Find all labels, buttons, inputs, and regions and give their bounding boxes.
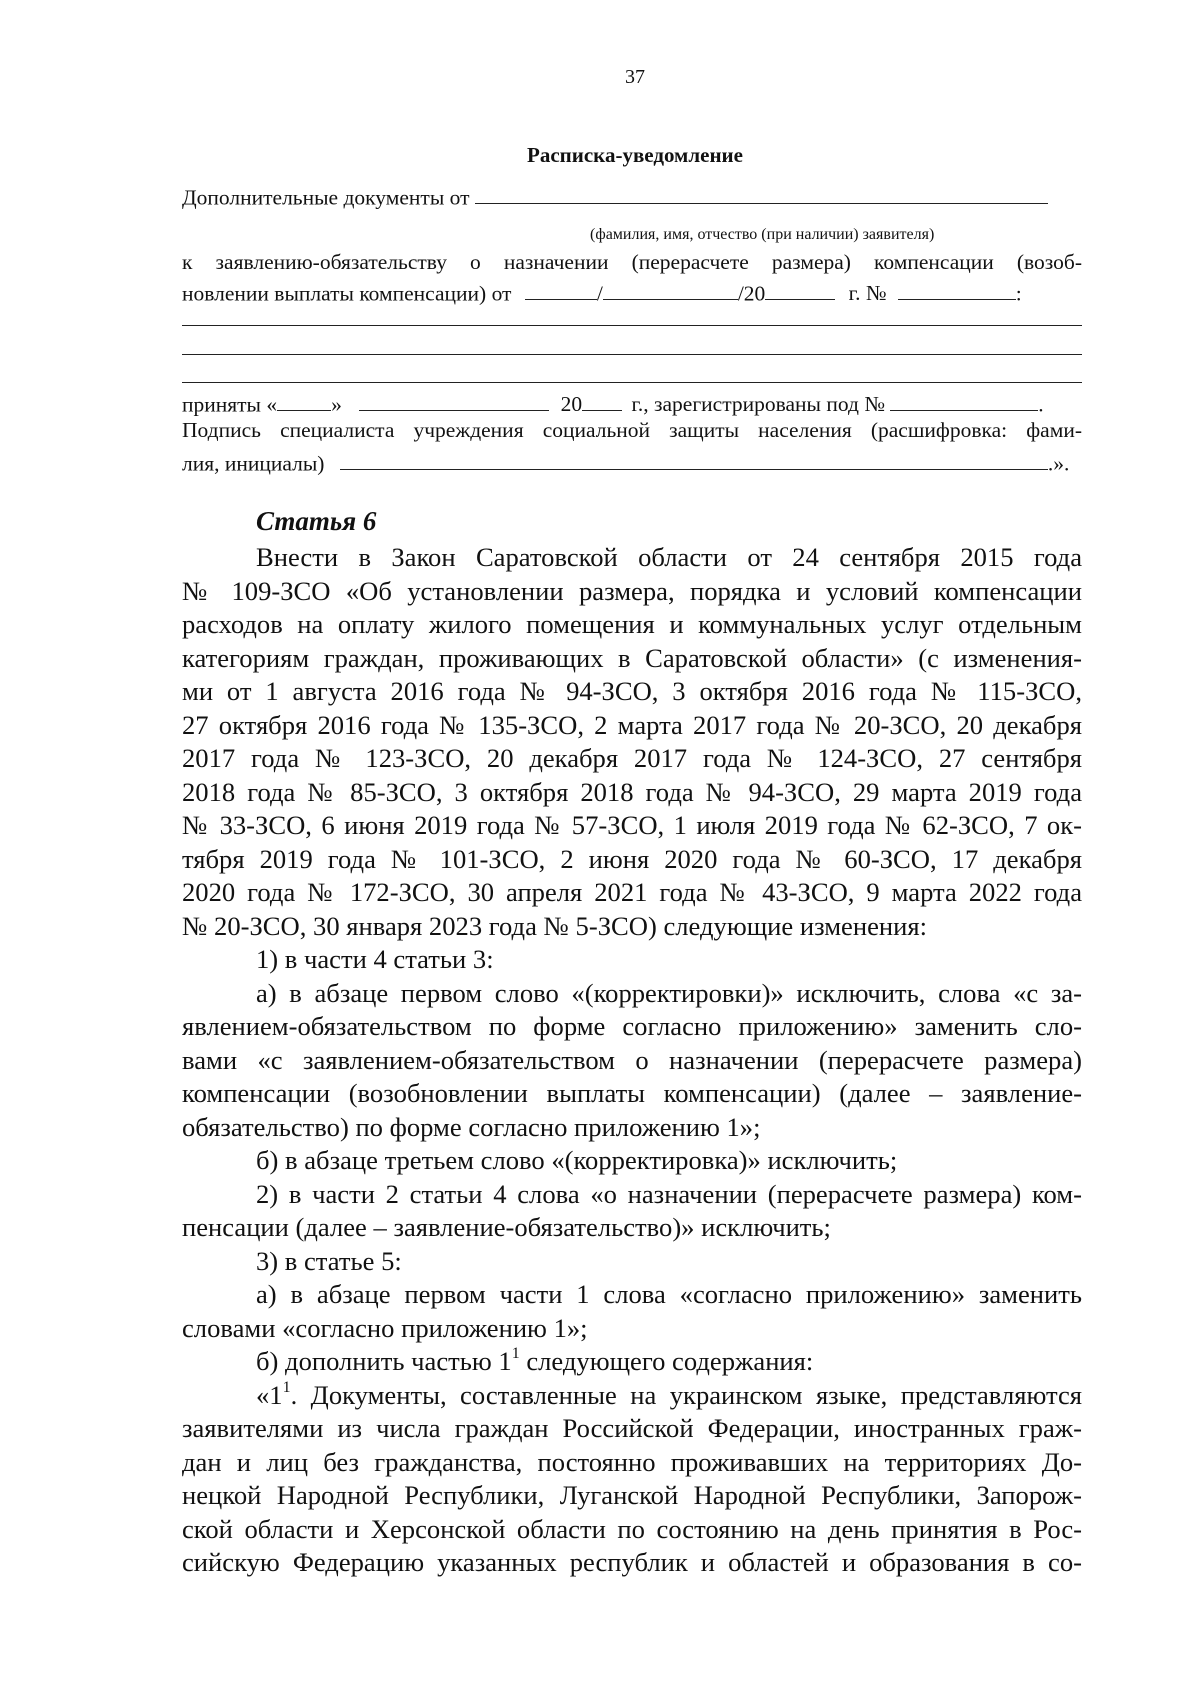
article-line: № 33-ЗСО, 6 июня 2019 года № 57-ЗСО, 1 июля 2019 года № 62-ЗСО, 7 ок- — [182, 810, 1082, 840]
article-line: 2) в части 2 статьи 4 слова «о назначении (перерасчете размера) ком- — [256, 1178, 1082, 1209]
form-additional-docs-row — [182, 183, 1082, 210]
accepted-quote-close: » — [331, 392, 342, 417]
statement-line-1: к заявлению-обязательству о назначении (перерасчете размера) компенсации (возоб- — [182, 250, 1082, 274]
article-line: 2017 года № 123-ЗСО, 20 декабря 2017 года № 124-ЗСО, 27 сентября — [182, 743, 1082, 773]
line-26-suffix: . Документы, составленные на украинском языке, представляются — [290, 1379, 1082, 1410]
article-line: 2020 года № 172-ЗСО, 30 апреля 2021 года № 43-ЗСО, 9 марта 2022 года — [182, 877, 1082, 907]
article-line: дан и лиц без гражданства, постоянно проживавших на территориях До- — [182, 1446, 1082, 1477]
signature-line-1: Подпись специалиста учреждения социальной защиты населения (расшифровка: фами- — [182, 418, 1082, 442]
article-line: заявителями из числа граждан Российской Федерации, иностранных граж- — [182, 1413, 1082, 1443]
applicant-name-field[interactable] — [475, 183, 1048, 204]
superscript-one: 1 — [282, 1378, 291, 1396]
article-line: а) в абзаце первом части 1 слова «согласно приложению» заменить — [256, 1279, 1082, 1309]
accepted-year-field[interactable] — [582, 390, 622, 411]
line-25-suffix: следующего содержания: — [519, 1346, 814, 1376]
article-line: явлением-обязательством по форме согласно приложению» заменить сло- — [182, 1011, 1082, 1041]
article-line: тября 2019 года № 101-ЗСО, 2 июня 2020 года № 60-ЗСО, 17 декабря — [182, 843, 1082, 874]
article-line: пенсации (далее – заявление-обязательство)» исключить; — [182, 1212, 831, 1242]
article-line: компенсации (возобновлении выплаты компенсации) (далее – заявление- — [182, 1078, 1082, 1108]
number-field[interactable] — [898, 279, 1016, 300]
superscript-one: 1 — [511, 1345, 520, 1363]
date-slash: / — [596, 281, 603, 306]
signature-field[interactable] — [340, 449, 1048, 470]
article-line-with-sup — [182, 1379, 1082, 1413]
accepted-year-prefix: 20 — [560, 392, 583, 417]
accepted-month-field[interactable] — [359, 390, 549, 411]
article-line: сийскую Федерацию указанных республик и областей и образования в со- — [182, 1547, 1082, 1577]
article-line: словами «согласно приложению 1»; — [182, 1312, 588, 1343]
additional-docs-label: Дополнительные документы от — [182, 185, 470, 210]
article-heading: Статья 6 — [256, 506, 377, 536]
document-title: Расписка-уведомление — [527, 143, 743, 167]
article-line: нецкой Народной Республики, Луганской Народной Республики, Запорож- — [182, 1480, 1082, 1510]
article-line: ми от 1 августа 2016 года № 94-ЗСО, 3 октября 2016 года № 115-ЗСО, — [182, 676, 1082, 706]
blank-line-3[interactable] — [182, 382, 1082, 383]
article-line-with-sup — [182, 1345, 1082, 1379]
form-accepted-row — [182, 390, 1082, 417]
article-line: № 20-ЗСО, 30 января 2023 года № 5-ЗСО) следующие изменения: — [182, 910, 927, 941]
line-26-text: «1 — [256, 1379, 283, 1410]
article-line: 27 октября 2016 года № 135-ЗСО, 2 марта 2017 года № 20-ЗСО, 20 декабря — [182, 709, 1082, 740]
article-line: 3) в статье 5: — [256, 1245, 402, 1276]
blank-line-2[interactable] — [182, 354, 1082, 355]
article-line: а) в абзаце первом слово «(корректировки)» исключить, слова «с за- — [256, 977, 1082, 1008]
accepted-prefix: приняты « — [182, 392, 278, 417]
article-line: 1) в части 4 статьи 3: — [256, 944, 494, 974]
month-field[interactable] — [603, 279, 738, 300]
registered-number-field[interactable] — [890, 390, 1038, 411]
article-line: обязательство) по форме согласно приложению 1»; — [182, 1111, 761, 1142]
article-line: Внести в Закон Саратовской области от 24 сентября 2015 года — [256, 542, 1082, 572]
form-signature-row — [182, 449, 1082, 476]
article-line: б) в абзаце третьем слово «(корректировка)» исключить; — [256, 1145, 898, 1175]
article-line: расходов на оплату жилого помещения и коммунальных услуг отдельным — [182, 609, 1082, 639]
year-suffix: г. № — [848, 281, 887, 306]
accepted-day-field[interactable] — [277, 390, 331, 411]
blank-line-1[interactable] — [182, 325, 1082, 326]
signature-end: .». — [1047, 451, 1070, 476]
signature-line-2-prefix: лия, инициалы) — [182, 451, 325, 476]
form-date-row — [182, 279, 1082, 306]
applicant-caption: (фамилия, имя, отчество (при наличии) заявителя) — [590, 226, 935, 243]
registered-period: . — [1038, 392, 1044, 417]
line-25-text: б) дополнить частью 1 — [256, 1346, 512, 1376]
year-field[interactable] — [765, 279, 835, 300]
article-line: категориям граждан, проживающих в Саратовской области» (с изменения- — [182, 642, 1082, 673]
article-line: вами «с заявлением-обязательством о назначении (перерасчете размера) — [182, 1044, 1082, 1075]
statement-line-2-prefix: новлении выплаты компенсации) от — [182, 281, 512, 306]
article-line: № 109-ЗСО «Об установлении размера, порядка и условий компенсации — [182, 575, 1082, 606]
year-prefix: /20 — [737, 281, 766, 306]
article-line: ской области и Херсонской области по состоянию на день принятия в Рос- — [182, 1513, 1082, 1544]
day-field[interactable] — [525, 279, 597, 300]
colon: : — [1015, 281, 1022, 306]
page-number: 37 — [625, 66, 645, 88]
registered-text: г., зарегистрированы под № — [631, 392, 885, 417]
article-body — [182, 541, 1082, 1580]
article-line: 2018 года № 85-ЗСО, 3 октября 2018 года № 94-ЗСО, 29 марта 2019 года — [182, 776, 1082, 807]
